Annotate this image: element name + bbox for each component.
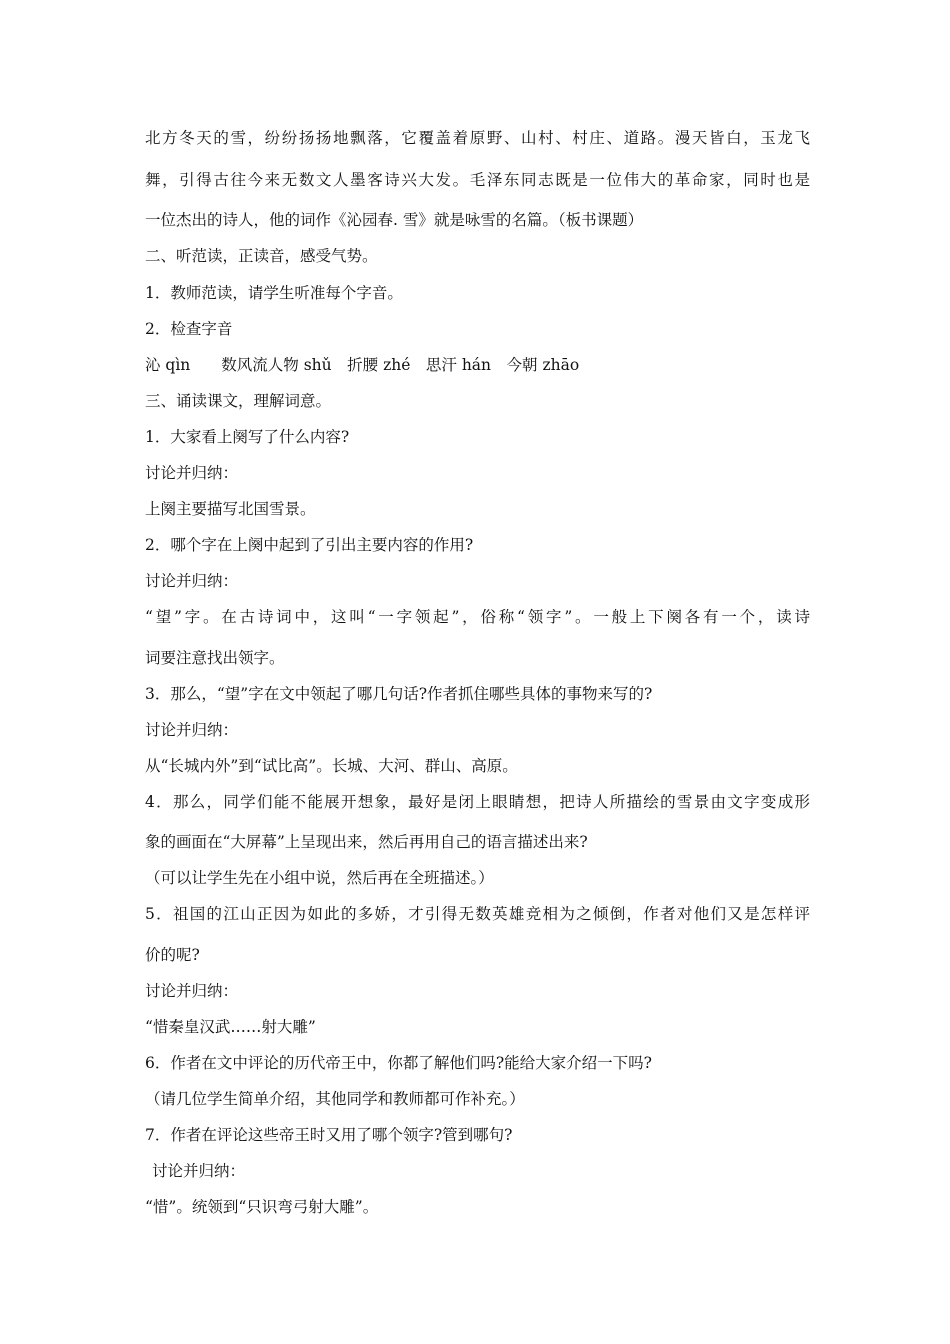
note-4: （可以让学生先在小组中说，然后再在全班描述。）	[145, 869, 494, 887]
answer-2-line-2: 词要注意找出领字。	[145, 649, 285, 667]
question-7: 7．作者在评论这些帝王时又用了哪个领字?管到哪句?	[145, 1126, 513, 1144]
question-1: 1．大家看上阕写了什么内容?	[145, 428, 350, 446]
paragraph-intro-line-1: 北方冬天的雪，纷纷扬扬地飘落，它覆盖着原野、山村、村庄、道路。漫天皆白，玉龙飞	[145, 129, 810, 147]
question-6: 6．作者在文中评论的历代帝王中，你都了解他们吗?能给大家介绍一下吗?	[145, 1054, 652, 1072]
question-5-line-2: 价的呢?	[145, 946, 200, 964]
question-5-line-1: 5．祖国的江山正因为如此的多娇，才引得无数英雄竞相为之倾倒，作者对他们又是怎样评	[145, 905, 810, 923]
answer-7: “惜”。统领到“只识弯弓射大雕”。	[145, 1198, 379, 1216]
answer-5: “惜秦皇汉武……射大雕”	[145, 1018, 316, 1036]
note-6: （请几位学生简单介绍，其他同学和教师都可作补充。）	[145, 1090, 525, 1108]
paragraph-intro-line-2: 舞，引得古往今来无数文人墨客诗兴大发。毛泽东同志既是一位伟大的革命家，同时也是	[145, 171, 810, 189]
step-2: 2．检查字音	[145, 320, 233, 338]
question-2: 2．哪个字在上阕中起到了引出主要内容的作用?	[145, 536, 474, 554]
discussion-label: 讨论并归纳：	[145, 572, 239, 590]
answer-3: 从“长城内外”到“试比高”。长城、大河、群山、高原。	[145, 757, 518, 775]
question-4-line-1: 4．那么，同学们能不能展开想象，最好是闭上眼睛想，把诗人所描绘的雪景由文字变成形	[145, 793, 810, 811]
section-heading-3: 三、诵读课文，理解词意。	[145, 392, 332, 410]
question-3: 3．那么，“望”字在文中领起了哪几句话?作者抓住哪些具体的事物来写的?	[145, 685, 653, 703]
discussion-label: 讨论并归纳：	[145, 464, 239, 482]
discussion-label: 讨论并归纳：	[145, 721, 239, 739]
step-1: 1．教师范读，请学生听准每个字音。	[145, 284, 403, 302]
discussion-label: 讨论并归纳：	[145, 982, 239, 1000]
answer-2-line-1: “望”字。在古诗词中，这叫“一字领起”，俗称“领字”。一般上下阕各有一个，读诗	[145, 608, 810, 626]
discussion-label: 讨论并归纳：	[152, 1162, 246, 1180]
question-4-line-2: 象的画面在“大屏幕”上呈现出来，然后再用自己的语言描述出来?	[145, 833, 588, 851]
answer-1: 上阕主要描写北国雪景。	[145, 500, 316, 518]
pronunciation-list: 沁 qìn 数风流人物 shǔ 折腰 zhé 思汗 hán 今朝 zhāo	[145, 356, 580, 374]
paragraph-intro-line-3: 一位杰出的诗人，他的词作《沁园春. 雪》就是咏雪的名篇。（板书课题）	[145, 211, 644, 229]
section-heading-2: 二、听范读，正读音，感受气势。	[145, 247, 378, 265]
